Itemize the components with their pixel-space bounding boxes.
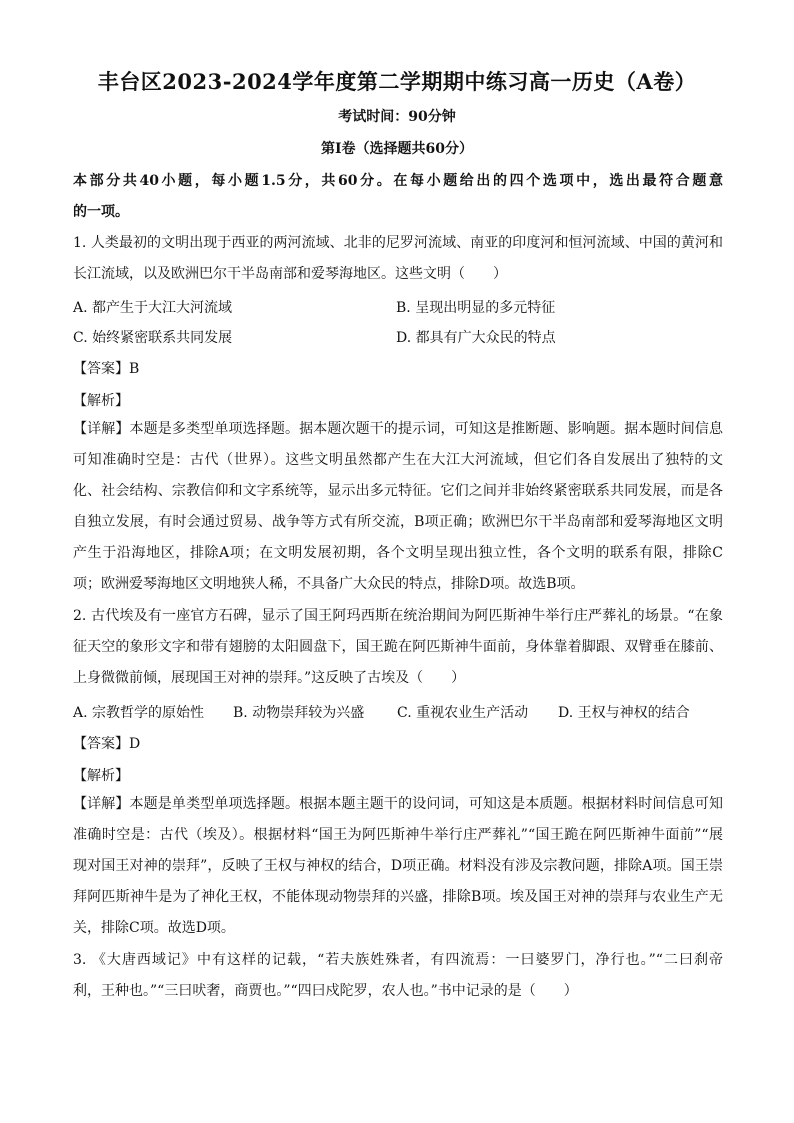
exam-time: 考试时间：90分钟: [338, 109, 456, 125]
detail-line: 【详解】本题是多类型单项选择题。据本题次题干的提示词，可知这是推断题、影响题。据本题时间信息: [73, 421, 723, 437]
detail-line: 拜阿匹斯神牛是为了神化王权，不能体现动物崇拜的兴盛，排除B项。埃及国王对神的崇拜与农业生产无: [73, 889, 723, 905]
stem-line: 利，王种也。”“三曰吠奢，商贾也。”“四曰戍陀罗，农人也。”书中记录的是（ ）: [73, 983, 578, 999]
question-3-stem: [73, 945, 723, 1007]
question-2-stem: [73, 601, 723, 694]
question-2-analysis-tag: 【解析】: [73, 768, 129, 784]
question-2-detail: [73, 789, 723, 944]
instructions: [73, 166, 723, 228]
instruction-line: 的一项。: [73, 204, 129, 220]
option-b: B. 呈现出明显的多元特征: [396, 300, 556, 316]
option-c: C. 重视农业生产活动: [397, 705, 529, 721]
question-2-options: [73, 702, 723, 732]
detail-line: 自独立发展，有时会通过贸易、战争等方式有所交流，B项正确；欧洲巴尔干半岛南部和爱琴海地区文明: [73, 514, 723, 530]
detail-line: 产生于沿海地区，排除A项；在文明发展初期，各个文明呈现出独立性，各个文明的联系有限，排除C: [73, 545, 723, 561]
option-a: A. 都产生于大江大河流域: [73, 300, 233, 316]
stem-line: 征天空的象形文字和带有翅膀的太阳圆盘下，国王跪在阿匹斯神牛面前，身体靠着脚跟、双臂垂在膝前、: [73, 639, 723, 655]
question-1-options-row-1: [73, 297, 723, 327]
stem-line: 1. 人类最初的文明出现于西亚的两河流域、北非的尼罗河流域、南亚的印度河和恒河流域、中国的黄河和: [73, 235, 723, 251]
stem-line: 2. 古代埃及有一座官方石碑，显示了国王阿玛西斯在统治期间为阿匹斯神牛举行庄严葬礼的场景。“在象: [73, 608, 723, 624]
detail-line: 准确时空是：古代（埃及）。根据材料“国王为阿匹斯神牛举行庄严葬礼”“国王跪在阿匹斯神牛面前”“展: [73, 827, 723, 843]
option-a: A. 宗教哲学的原始性: [73, 705, 205, 721]
question-2-answer: 【答案】D: [73, 736, 141, 752]
detail-line: 项；欧洲爱琴海地区文明地狭人稀，不具备广大众民的特点，排除D项。故选B项。: [73, 576, 585, 592]
option-d: D. 王权与神权的结合: [558, 705, 690, 721]
document-title: 丰台区2023-2024学年度第二学期期中练习高一历史（A卷）: [97, 69, 697, 94]
question-1-analysis-tag: 【解析】: [73, 393, 129, 409]
detail-line: 【详解】本题是单类型单项选择题。根据本题主题干的设问词，可知这是本质题。根据材料时间信息可知: [73, 796, 723, 812]
option-b: B. 动物崇拜较为兴盛: [233, 705, 365, 721]
question-1-answer: 【答案】B: [73, 361, 140, 377]
option-c: C. 始终紧密联系共同发展: [73, 330, 233, 346]
detail-line: 化、社会结构、宗教信仰和文字系统等，显示出多元特征。它们之间并非始终紧密联系共同发展，而是各: [73, 483, 723, 499]
option-d: D. 都具有广大众民的特点: [396, 330, 556, 346]
section-heading: 第Ⅰ卷（选择题共60分）: [320, 141, 474, 157]
stem-line: 3. 《大唐西域记》中有这样的记载，“若夫族姓殊者，有四流焉：一曰婆罗门，净行也。”“二曰刹帝: [73, 952, 723, 968]
question-1-stem: [73, 228, 723, 290]
question-1-options-row-2: [73, 327, 723, 357]
stem-line: 长江流域，以及欧洲巴尔干半岛南部和爱琴海地区。这些文明（ ）: [73, 266, 507, 282]
detail-line: 可知准确时空是：古代（世界）。这些文明虽然都产生在大江大河流域，但它们各自发展出了独特的文: [73, 452, 723, 468]
instruction-line: 本部分共40小题，每小题1.5分，共60分。在每小题给出的四个选项中，选出最符合题意: [73, 173, 723, 189]
question-1-detail: [73, 414, 723, 600]
detail-line: 关，排除C项。故选D项。: [73, 920, 235, 936]
stem-line: 上身微微前倾，展现国王对神的崇拜。”这反映了古埃及（ ）: [73, 670, 466, 686]
detail-line: 现对国王对神的崇拜”，反映了王权与神权的结合，D项正确。材料没有涉及宗教问题，排除A项。国王崇: [73, 858, 723, 874]
